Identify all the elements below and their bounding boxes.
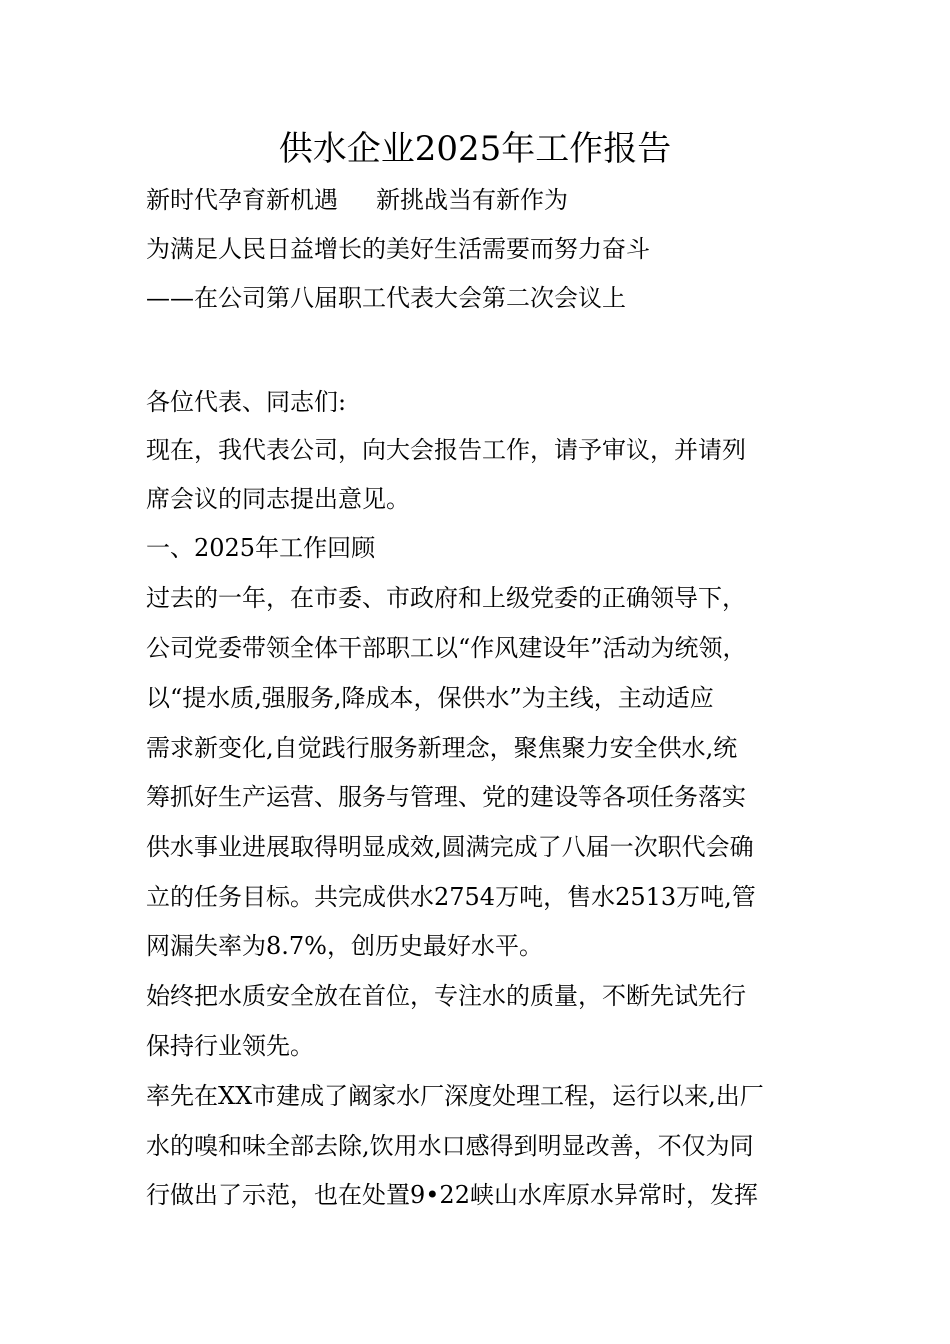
paragraph-line: 筹抓好生产运营、服务与管理、党的建设等各项任务落实	[146, 783, 746, 811]
subtitle-phrase-1: 新时代孕育新机遇	[146, 186, 338, 214]
subtitle-phrase-2: 新挑战当有新作为	[376, 186, 568, 214]
paragraph-line: 供水事业进展取得明显成效,圆满完成了八届一次职代会确	[146, 833, 754, 861]
salutation: 各位代表、同志们:	[146, 388, 347, 416]
paragraph-line: 水的嗅和味全部去除,饮用水口感得到明显改善，不仅为同	[146, 1132, 754, 1160]
section-heading: 一、2025年工作回顾	[146, 534, 376, 562]
intro-line: 席会议的同志提出意见。	[146, 485, 410, 513]
paragraph-line: 始终把水质安全放在首位，专注水的质量，不断先试先行	[146, 982, 746, 1010]
paragraph-line: 立的任务目标。共完成供水2754万吨，售水2513万吨,管	[146, 883, 756, 911]
subtitle-line-1	[146, 185, 826, 215]
subtitle-line-2: 为满足人民日益增长的美好生活需要而努力奋斗	[146, 235, 650, 263]
intro-line: 现在，我代表公司，向大会报告工作，请予审议，并请列	[146, 436, 746, 464]
paragraph-line: 以“提水质,强服务,降成本，保供水”为主线，主动适应	[146, 684, 714, 712]
paragraph-line: 网漏失率为8.7%，创历史最好水平。	[146, 932, 543, 960]
subtitle-line-3: ——在公司第八届职工代表大会第二次会议上	[146, 284, 626, 312]
paragraph-line: 需求新变化,自觉践行服务新理念，聚焦聚力安全供水,统	[146, 734, 738, 762]
paragraph-line: 保持行业领先。	[146, 1032, 314, 1060]
paragraph-line: 公司党委带领全体干部职工以“作风建设年”活动为统领，	[146, 634, 747, 662]
document-title: 供水企业2025年工作报告	[278, 129, 672, 169]
paragraph-line: 率先在XX市建成了阚家水厂深度处理工程，运行以来,出厂	[146, 1082, 764, 1110]
paragraph-line: 行做出了示范，也在处置9•22峡山水库原水异常时，发挥	[146, 1181, 758, 1209]
paragraph-line: 过去的一年，在市委、市政府和上级党委的正确领导下，	[146, 584, 746, 612]
